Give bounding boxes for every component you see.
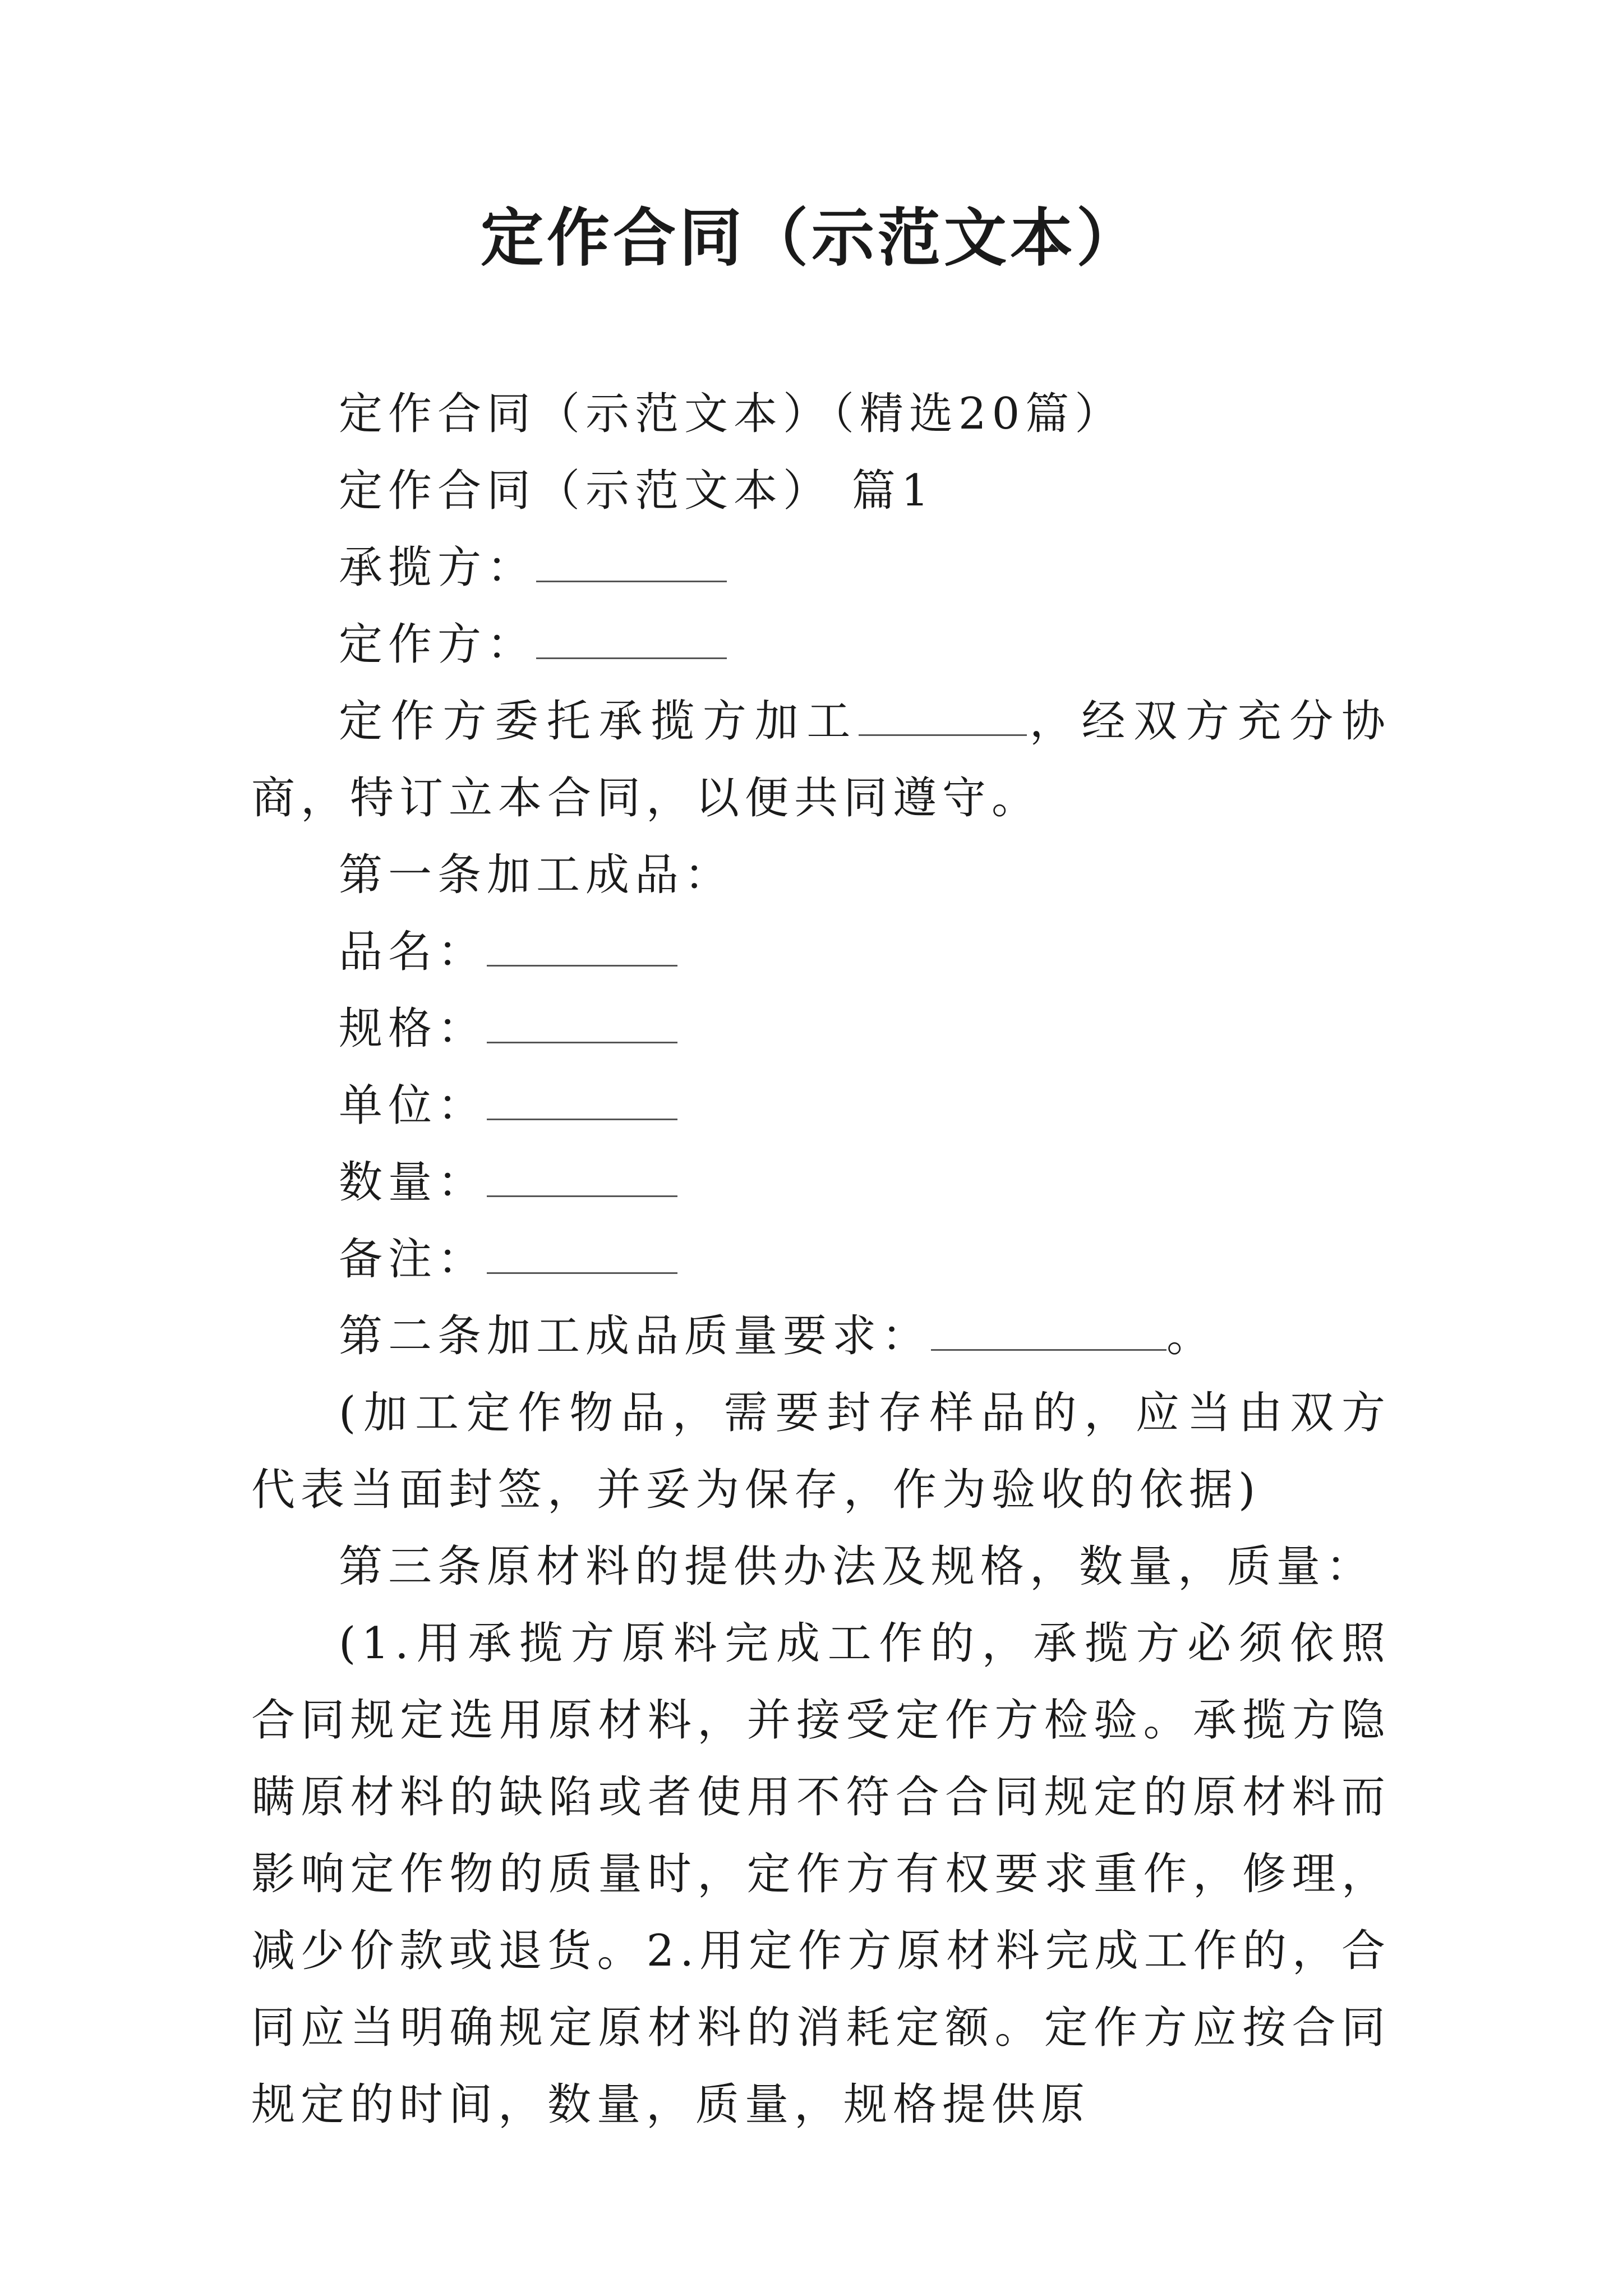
orderer-blank <box>536 624 727 659</box>
name-label: 品名： <box>339 927 487 977</box>
unit-line <box>251 1068 1391 1144</box>
spec-blank <box>487 1008 677 1043</box>
quality-blank <box>931 1315 1166 1351</box>
note-blank <box>487 1239 677 1274</box>
contractor-label: 承揽方： <box>339 542 537 593</box>
name-blank <box>487 931 677 967</box>
contractor-line <box>251 530 1391 606</box>
section-heading: 定作合同（示范文本） 篇1 <box>339 466 935 516</box>
spec-label: 规格： <box>339 1004 487 1054</box>
orderer-line <box>251 606 1391 683</box>
section-line <box>251 453 1391 530</box>
intro-text-a: 定作方委托承揽方加工 <box>339 696 859 747</box>
document-body <box>251 376 1391 2143</box>
document-title: 定作合同（示范文本） <box>481 201 1142 275</box>
note-label: 备注： <box>339 1234 487 1285</box>
intro-blank <box>859 701 1027 736</box>
unit-blank <box>487 1085 677 1120</box>
unit-label: 单位： <box>339 1080 487 1131</box>
intro-paragraph <box>251 683 1391 837</box>
qty-blank <box>487 1162 677 1197</box>
article-1-heading: 第一条加工成品： <box>339 850 734 900</box>
article-1-line <box>251 837 1391 914</box>
name-line <box>251 914 1391 991</box>
subtitle-line <box>251 376 1391 453</box>
note-line <box>251 1221 1391 1298</box>
article-2-line <box>251 1298 1391 1375</box>
article-3-body <box>251 1605 1391 2143</box>
article-3-body-text: (1.用承揽方原料完成工作的，承揽方必须依照合同规定选用原材料，并接受定作方检验。承揽方隐瞒原材料的缺陷或者使用不符合合同规定的原材料而影响定作物的质量时，定作方有权要求重作，修理，减少价款或退货。2.用定作方原材料完成工作的，合同应当明确规定原材料的消耗定额。定作方应按合同规定的时间，数量，质量，规格提供原 <box>251 1618 1391 2130</box>
contractor-blank <box>536 547 727 582</box>
spec-line <box>251 991 1391 1068</box>
article-3-heading: 第三条原材料的提供办法及规格，数量，质量： <box>339 1542 1376 1592</box>
intro-text-b: ，经双方充分协商，特订立本合同，以便共同遵守。 <box>251 696 1391 823</box>
article-2-text: 第二条加工成品质量要求： <box>339 1311 932 1361</box>
qty-label: 数量： <box>339 1157 487 1208</box>
article-2-end: 。 <box>1166 1311 1216 1361</box>
qty-line <box>251 1144 1391 1221</box>
article-3-line <box>251 1529 1391 1605</box>
collection-heading: 定作合同（示范文本）（精选20篇） <box>339 389 1124 439</box>
article-2-note <box>251 1375 1391 1529</box>
article-2-note-text: (加工定作物品，需要封存样品的，应当由双方代表当面封签，并妥为保存，作为验收的依据) <box>251 1388 1391 1515</box>
orderer-label: 定作方： <box>339 619 537 670</box>
